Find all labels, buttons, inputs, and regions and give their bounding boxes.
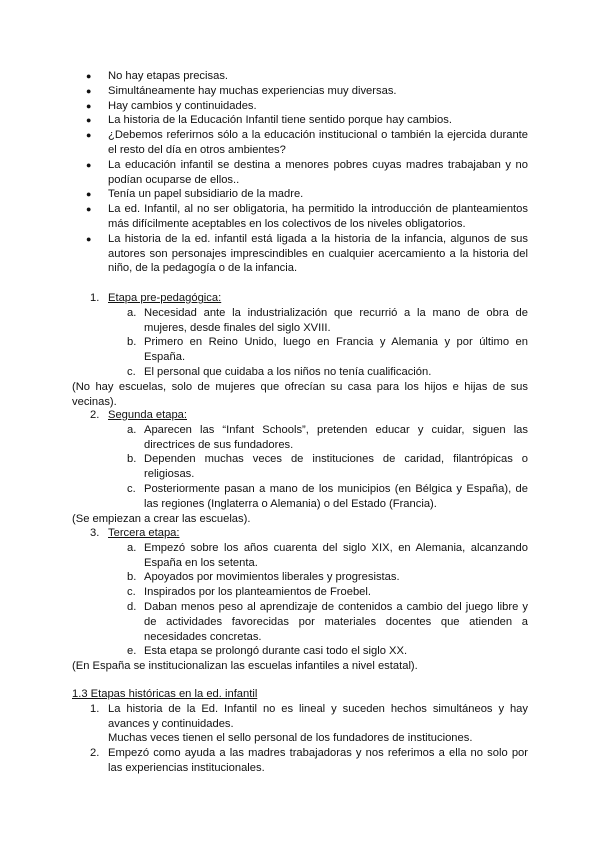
list-item: ● No hay etapas precisas. (86, 70, 229, 82)
section-item-2: 2. Empezó como ayuda a las madres trabajadoras y nos referimos a ella no solo por las experiencias institucionales. (90, 747, 528, 774)
stage-1-item-b: b. Primero en Reino Unido, luego en Francia y Alemania y por último en España. (127, 336, 528, 364)
stage-1-item-c: c. El personal que cuidaba a los niños no tenía cualificación. (127, 365, 432, 378)
list-item: ● Hay cambios y continuidades. (86, 99, 257, 112)
stage-2-item-b: b. Dependen muchas veces de instituciones de caridad, filantrópicas o religiosas. (127, 453, 528, 481)
list-item: ● La educación infantil se destina a menores pobres cuyas madres trabajaban y no podían ocuparse de ellos.. (86, 158, 528, 186)
stage-1 (72, 291, 528, 409)
stage-3-heading: 3. Tercera etapa: (90, 527, 180, 539)
stage-3-note: (En España se institucionalizan las escuelas infantiles a nivel estatal). (72, 660, 418, 673)
stage-3-item-b: b. Apoyados por movimientos liberales y progresistas. (127, 571, 400, 584)
stage-2-heading: 2. Segunda etapa: (90, 409, 188, 421)
list-item: ● La historia de la Educación Infantil tiene sentido porque hay cambios. (86, 114, 452, 127)
bullet-icon: ● (86, 130, 92, 141)
stage-1-item-a: a. Necesidad ante la industrialización que recurrió a la mano de obra de mujeres, desde finales del siglo XVIII. (127, 306, 528, 334)
bullet-icon: ● (86, 189, 92, 200)
list-item: ● La historia de la ed. infantil está ligada a la historia de la infancia, algunos de sus autores son personajes imprescindibles en cualquier acercamiento a la historia del niño, de la pedagogía o de la infancia. (86, 232, 528, 275)
stage-2 (72, 408, 528, 526)
stage-2-item-a: a. Aparecen las “Infant Schools”, pretenden educar y cuidar, siguen las directrices de sus fundadores. (127, 423, 528, 451)
bullet-icon: ● (86, 100, 92, 111)
list-item: ● La ed. Infantil, al no ser obligatoria, ha permitido la introducción de planteamientos más difícilmente aceptables en los colectivos de los niveles obligatorios. (86, 203, 528, 230)
stage-2-note: (Se empiezan a crear las escuelas). (72, 512, 251, 525)
bullet-icon: ● (86, 115, 92, 126)
section-item-1: 1. La historia de la Ed. Infantil no es lineal y suceden hechos simultáneos y hay avances y continuidades. (90, 702, 528, 730)
bullet-icon: ● (86, 233, 92, 244)
stage-1-note: (No hay escuelas, solo de mujeres que ofrecían su casa para los hijos e hijas de sus vecinas). (72, 380, 528, 408)
stage-1-heading: 1. Etapa pre-pedagógica: (90, 292, 222, 304)
bullet-icon: ● (86, 204, 92, 215)
bullet-icon: ● (86, 71, 92, 81)
section-item-1-extra: Muchas veces tienen el sello personal de los fundadores de instituciones. (108, 732, 473, 745)
stage-3-item-d: d. Daban menos peso al aprendizaje de contenidos a cambio del juego libre y de actividades favorecidas por materiales docentes que atienden a necesidades concretas. (127, 600, 528, 643)
stage-3-item-c: c. Inspirados por los planteamientos de Froebel. (127, 586, 371, 599)
section-heading: 1.3 Etapas históricas en la ed. infantil (72, 688, 258, 700)
list-item: ● ¿Debemos referirnos sólo a la educación institucional o también la ejercida durante el resto del día en otros ambientes? (86, 129, 528, 156)
stage-3 (72, 526, 528, 674)
list-item: ● Tenía un papel subsidiario de la madre. (86, 188, 304, 201)
bullet-icon: ● (86, 85, 92, 96)
list-item: ● Simultáneamente hay muchas experiencias muy diversas. (86, 84, 397, 97)
stage-3-item-a: a. Empezó sobre los años cuarenta del siglo XIX, en Alemania, alcanzando España en los setenta. (127, 541, 528, 569)
stage-3-item-e: e. Esta etapa se prolongó durante casi todo el siglo XX. (127, 645, 408, 658)
bullet-icon: ● (86, 159, 92, 170)
section-1-3 (72, 687, 528, 776)
stage-2-item-c: c. Posteriormente pasan a mano de los municipios (en Bélgica y España), de las regiones (Inglaterra o Alemania) o del Estado (Francia). (127, 482, 528, 510)
intro-bullet-list (72, 69, 528, 276)
